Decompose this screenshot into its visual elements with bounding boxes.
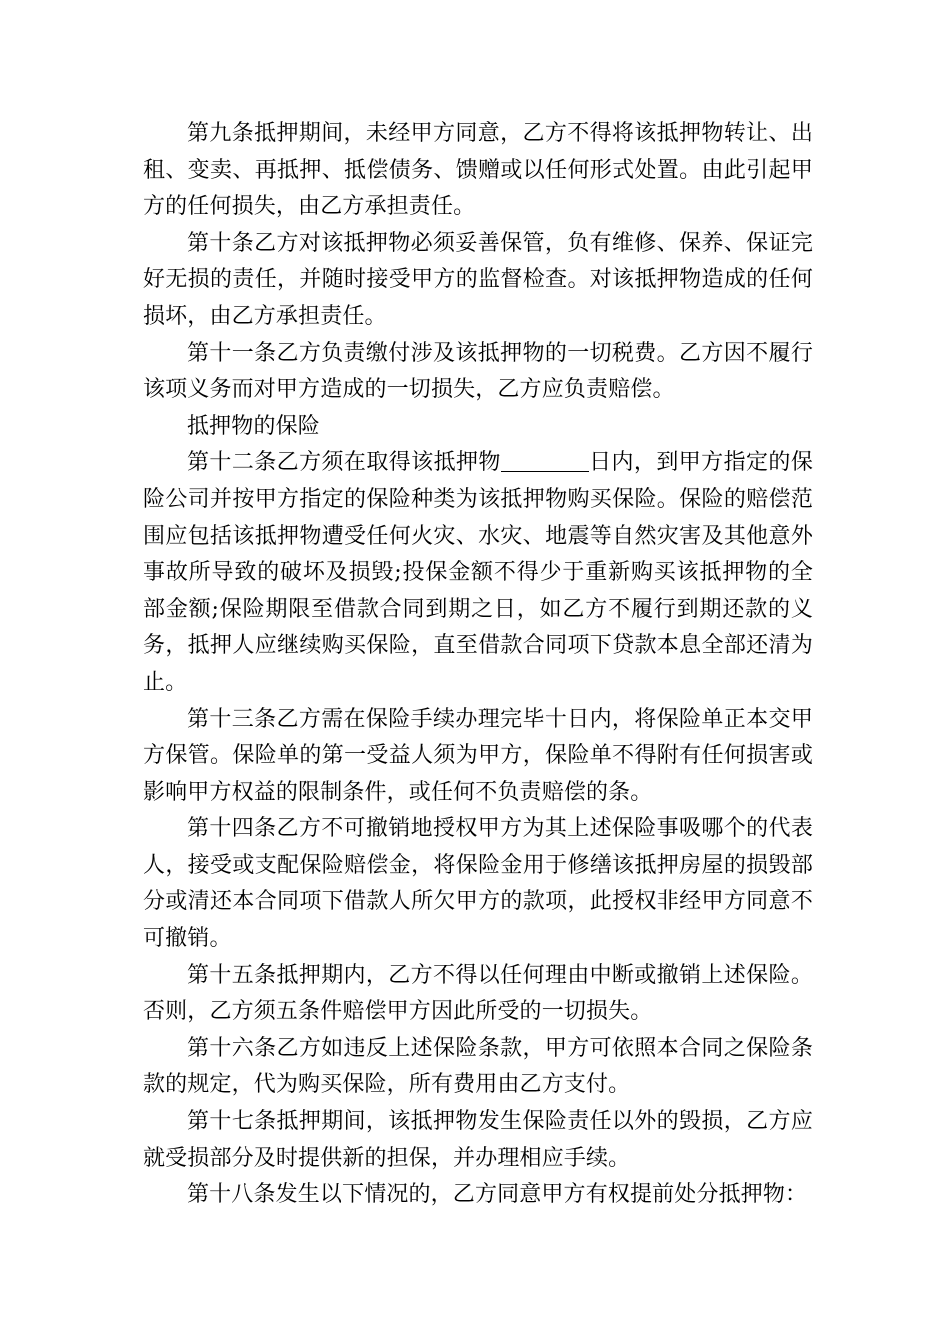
- clause-14: 第十四条乙方不可撤销地授权甲方为其上述保险事吸哪个的代表人，接受或支配保险赔偿金，将保险金用于修缮该抵押房屋的损毁部分或清还本合同项下借款人所欠甲方的款项，此授权非经甲方同意不可撤销。: [143, 816, 813, 952]
- clause-10: 第十条乙方对该抵押物必须妥善保管，负有维修、保养、保证完好无损的责任，并随时接受甲方的监督检查。对该抵押物造成的任何损坏，由乙方承担责任。: [143, 230, 813, 329]
- clause-18: 第十八条发生以下情况的，乙方同意甲方有权提前处分抵押物：: [187, 1182, 808, 1208]
- clause-17: 第十七条抵押期间，该抵押物发生保险责任以外的毁损，乙方应就受损部分及时提供新的担保，并办理相应手续。: [143, 1109, 813, 1171]
- clause-16: 第十六条乙方如违反上述保险条款，甲方可依照本合同之保险条款的规定，代为购买保险，所有费用由乙方支付。: [143, 1035, 813, 1098]
- document-body: [143, 116, 813, 1214]
- clause-13: 第十三条乙方需在保险手续办理完毕十日内，将保险单正本交甲方保管。保险单的第一受益人须为甲方，保险单不得附有任何损害或影响甲方权益的限制条件，或任何不负责赔偿的条。: [143, 706, 813, 805]
- clause-11: 第十一条乙方负责缴付涉及该抵押物的一切税费。乙方因不履行该项义务而对甲方造成的一切损失，乙方应负责赔偿。: [143, 340, 813, 403]
- clause-12: [143, 445, 813, 701]
- clause-9: 第九条抵押期间，未经甲方同意，乙方不得将该抵押物转让、出租、变卖、再抵押、抵偿债务、馈赠或以任何形式处置。由此引起甲方的任何损失，由乙方承担责任。: [143, 121, 813, 220]
- fill-in-blank-days: [501, 449, 589, 472]
- clause-12-text-after: 日内，到甲方指定的保险公司并按甲方指定的保险种类为该抵押物购买保险。保险的赔偿范围应包括该抵押物遭受任何火灾、水灾、地震等自然灾害及其他意外事故所导致的破坏及损毁;投保金额不得少于重新购买该抵押物的全部金额;保险期限至借款合同到期之日，如乙方不履行到期还款的义务，抵押人应继续购买保险，直至借款合同项下贷款本息全部还清为止。: [143, 450, 813, 695]
- clause-15: 第十五条抵押期内，乙方不得以任何理由中断或撤销上述保险。否则，乙方须五条件赔偿甲方因此所受的一切损失。: [143, 962, 813, 1025]
- clause-12-text-before: 第十二条乙方须在取得该抵押物: [187, 450, 501, 476]
- section-heading-insurance: 抵押物的保险: [187, 413, 320, 439]
